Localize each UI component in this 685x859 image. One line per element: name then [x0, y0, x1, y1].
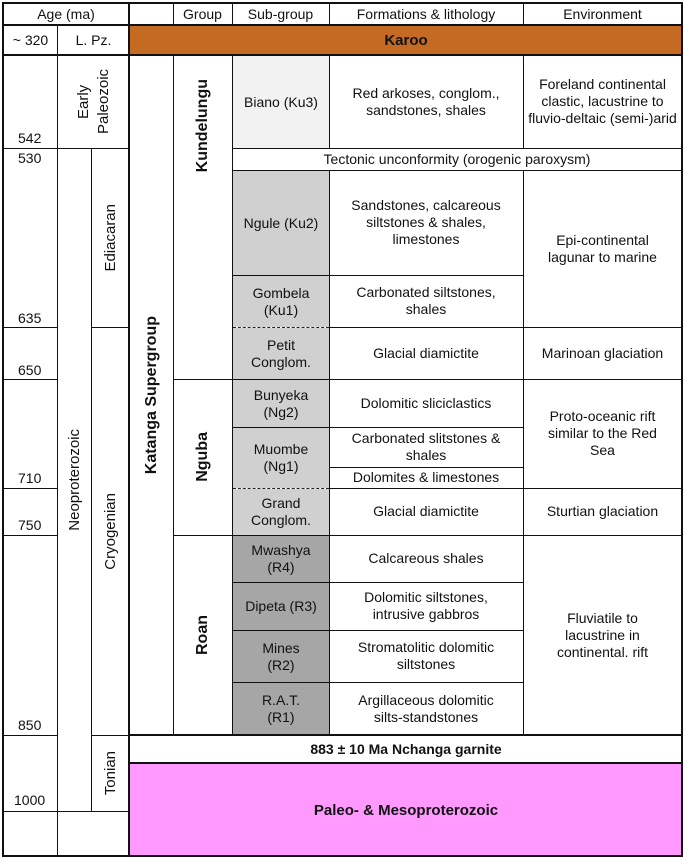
vline-supergroup	[173, 2, 174, 25]
hline-karoo	[2, 54, 683, 56]
hline-muombe-right	[329, 488, 682, 489]
era-early-paleozoic: Early Paleozoic	[74, 68, 112, 135]
age-750: 750	[18, 517, 42, 533]
vline-group	[232, 2, 233, 25]
mwashya-subgroup: Mwashya (R4)	[233, 536, 329, 582]
hline-unconformity-bottom	[232, 170, 682, 171]
karoo-label: Karoo	[384, 32, 428, 49]
header-formations: Formations & lithology	[356, 5, 496, 22]
hline-710	[2, 488, 58, 489]
muombe-subgroup: Muombe (Ng1)	[233, 428, 329, 488]
frame-bottom	[2, 855, 683, 857]
age-635: 635	[18, 310, 42, 326]
hline-biano-bottom	[232, 148, 682, 149]
hline-542	[2, 148, 129, 149]
hline-dipeta-bottom	[232, 630, 523, 631]
hline-850	[2, 735, 58, 736]
vline-neo-period	[91, 148, 92, 811]
lithology-bunyeka: Dolomitic sliciclastics	[360, 394, 492, 411]
hline-635	[2, 327, 58, 328]
vline-group-body	[232, 55, 233, 735]
frame-right	[681, 2, 683, 857]
hline-roan-bottom	[129, 734, 682, 736]
age-320: ~ 320	[12, 31, 49, 48]
hline-header	[2, 24, 683, 26]
lithology-ngule: Sandstones, calcareous siltstones & shales, limestones	[351, 197, 501, 247]
vline-formation	[523, 2, 524, 25]
group-kundelungu: Kundelungu	[194, 79, 211, 173]
lithology-gombela: Carbonated siltstones, shales	[356, 284, 496, 317]
age-542: 542	[18, 130, 42, 146]
header-age: Age (ma)	[37, 5, 95, 22]
period-ediacaran: Ediacaran	[101, 203, 119, 272]
period-tonian: Tonian	[101, 750, 119, 796]
hline-750	[2, 535, 58, 536]
frame-top	[2, 2, 683, 4]
period-cryogenian: Cryogenian	[101, 492, 119, 570]
dipeta-subgroup: Dipeta (R3)	[233, 583, 329, 630]
lithology-mines: Stromatolitic dolomitic siltstones	[357, 639, 495, 672]
dash-gombela-petit	[233, 327, 329, 328]
vline-age-era	[57, 25, 58, 857]
vline-formation-body-b	[523, 170, 524, 735]
header-group: Group	[183, 5, 222, 22]
vline-subgroup	[329, 2, 330, 25]
header-environment: Environment	[563, 5, 642, 22]
age-530: 530	[18, 150, 42, 166]
paleo-mesoproterozoic-band: Paleo- & Mesoproterozoic	[130, 764, 682, 856]
hline-cryogenian-bottom	[91, 735, 129, 736]
vline-supergroup-body	[173, 55, 174, 735]
hline-650	[2, 379, 58, 380]
lithology-biano: Red arkoses, conglom., sandstones, shales	[352, 84, 500, 118]
frame-left	[2, 2, 4, 857]
age-650: 650	[18, 362, 42, 378]
environment-nguba: Proto-oceanic rift similar to the Red Sea	[548, 408, 657, 458]
nchanga-granite: 883 ± 10 Ma Nchanga garnite	[310, 740, 502, 757]
vline-subgroup-body-b	[329, 170, 330, 735]
era-late-paleozoic: L. Pz.	[75, 31, 112, 48]
hline-mines-bottom	[232, 682, 523, 683]
environment-biano: Foreland continental clastic, lacustrine to fluvio-deltaic (semi-)arid	[528, 76, 677, 126]
lithology-mwashya: Calcareous shales	[368, 550, 484, 566]
gombela-subgroup: Gombela (Ku1)	[233, 276, 329, 327]
hline-nchanga-bottom	[129, 762, 682, 764]
age-850: 850	[18, 717, 42, 733]
petit-conglom-subgroup: Petit Conglom.	[233, 328, 329, 379]
vline-formation-body-a	[523, 55, 524, 148]
environment-roan: Fluviatile to lacustrine in continental. rift	[556, 609, 649, 660]
bunyeka-subgroup: Bunyeka (Ng2)	[233, 380, 329, 427]
environment-marinoan: Marinoan glaciation	[541, 344, 664, 361]
karoo-band	[130, 26, 682, 55]
lithology-petit: Glacial diamictite	[373, 344, 479, 361]
vline-subgroup-body-a	[329, 55, 330, 148]
hline-ediacaran-bottom	[91, 327, 129, 328]
hline-nguba-bottom	[173, 535, 682, 536]
lithology-muombe-1: Carbonated slitstones & shales	[351, 430, 501, 463]
hline-bunyeka-bottom	[232, 427, 523, 428]
age-710: 710	[18, 470, 42, 486]
dash-muombe-grand	[233, 488, 329, 489]
katanga-supergroup: Katanga Supergroup	[143, 315, 160, 475]
lithology-muombe-2: Dolomites & limestones	[352, 469, 500, 485]
vline-thick	[128, 2, 130, 857]
biano-subgroup: Biano (Ku3)	[233, 56, 329, 148]
hline-kund-bottom	[173, 379, 682, 380]
age-1000: 1000	[14, 792, 46, 808]
tectonic-unconformity: Tectonic unconformity (orogenic paroxysm)	[323, 150, 591, 167]
header-subgroup: Sub-group	[247, 5, 314, 22]
lithology-dipeta: Dolomitic siltstones, intrusive gabbros	[364, 589, 488, 622]
environment-sturtian: Sturtian glaciation	[546, 503, 659, 519]
grand-conglom-subgroup: Grand Conglom.	[233, 489, 329, 535]
hline-1000	[2, 811, 129, 812]
environment-kundelungu: Epi-continental lagunar to marine	[548, 231, 657, 265]
era-neoproterozoic: Neoproterozoic	[66, 428, 83, 531]
hline-muombe-split	[329, 467, 523, 468]
group-roan: Roan	[194, 615, 211, 655]
lithology-grand: Glacial diamictite	[373, 503, 479, 519]
rat-subgroup: R.A.T. (R1)	[233, 683, 329, 735]
hline-gombela-right	[329, 327, 682, 328]
lithology-rat: Argillaceous dolomitic silts-standstones	[358, 691, 494, 725]
mines-subgroup: Mines (R2)	[233, 631, 329, 682]
ngule-subgroup: Ngule (Ku2)	[233, 171, 329, 275]
group-nguba: Nguba	[194, 432, 211, 482]
hline-mwashya-bottom	[232, 582, 523, 583]
hline-ngule-bottom	[232, 275, 523, 276]
